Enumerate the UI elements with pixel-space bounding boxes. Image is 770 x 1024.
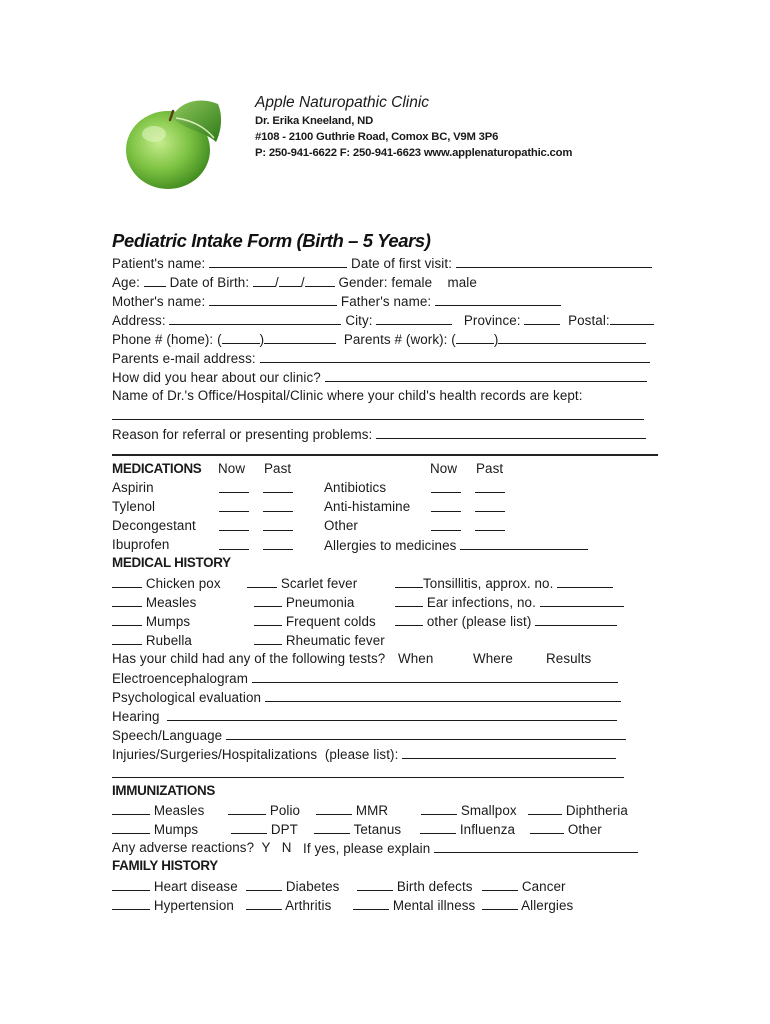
history-item [395,575,613,591]
immunization-item [530,821,602,837]
med-past-field[interactable] [475,518,505,531]
family-label: Birth defects [396,879,473,894]
email-row [112,350,650,366]
age-row [112,274,477,290]
history-item [395,594,624,610]
fathers-name-label: Father's name: [340,294,432,309]
family-item [482,878,566,894]
mothers-name-field[interactable] [209,293,337,306]
history-label: Pneumonia [285,595,355,610]
med-now-field[interactable] [431,499,461,512]
postal-label: Postal: [568,313,610,328]
phone-home-field[interactable] [264,331,336,344]
family-item [246,878,339,894]
patient-name-row [112,255,652,271]
history-label: Rheumatic fever [285,633,385,648]
immunization-label: DPT [270,822,298,837]
family-field[interactable] [112,897,150,910]
med-now-field[interactable] [219,518,249,531]
test-field[interactable] [226,727,626,740]
injuries-label: Injuries/Surgeries/Hospitalizations (please list): [112,747,399,762]
gender-female-option[interactable]: Gender: female [338,275,433,290]
parents-work-label: Parents # (work): ( [343,332,456,347]
family-field[interactable] [246,878,282,891]
province-field[interactable] [524,312,560,325]
history-item [112,613,190,629]
explain-field[interactable] [434,840,638,853]
immunization-field[interactable] [421,802,457,815]
family-label: Heart disease [153,879,238,894]
family-field[interactable] [112,878,150,891]
date-first-visit-label: Date of first visit: [351,256,453,271]
immunization-item [231,821,298,837]
clinic-name: Apple Naturopathic Clinic [255,94,430,111]
med-label: Decongestant [112,518,196,533]
history-check-field[interactable] [247,575,277,588]
family-label: Arthritis [285,898,332,913]
med-label: Aspirin [112,480,154,495]
history-check-field[interactable] [395,613,423,626]
immunization-label: Polio [269,803,301,818]
immunization-field[interactable] [528,802,562,815]
patient-name-label: Patient's name: [112,256,206,271]
referral-label: Reason for referral or presenting problems: [112,427,373,442]
parents-email-label: Parents e-mail address: [112,351,256,366]
city-label: City: [345,313,373,328]
test-row [112,689,621,705]
test-field[interactable] [265,689,621,702]
med-now-field[interactable] [219,537,249,550]
immunization-item [112,821,198,837]
med-past-field[interactable] [475,499,505,512]
family-field[interactable] [482,878,518,891]
immunization-field[interactable] [316,802,352,815]
referral-field[interactable] [376,426,646,439]
dob-separator: / [300,275,305,290]
family-item [482,897,573,913]
history-label: Rubella [145,633,192,648]
med-label: Ibuprofen [112,537,170,552]
doctor-name: Dr. Erika Kneeland, ND [255,115,374,127]
history-item [112,594,196,610]
med-past-field[interactable] [263,499,293,512]
form-title: Pediatric Intake Form (Birth – 5 Years) [112,230,431,251]
past-header: Past [264,461,292,476]
family-item [112,878,238,894]
test-field[interactable] [252,670,618,683]
now-header: Now [218,461,246,476]
adverse-reactions-question: Any adverse reactions? Y N [112,840,292,855]
clinic-contact: P: 250-941-6622 F: 250-941-6623 www.applenaturopathic.com [255,147,573,159]
med-past-field[interactable] [263,537,293,550]
phone-row [112,331,646,347]
age-field[interactable] [144,274,166,287]
hear-about-row [112,369,647,385]
city-field[interactable] [376,312,452,325]
address-row [112,312,654,328]
med-now-field[interactable] [431,518,461,531]
immunization-field[interactable] [112,821,150,834]
test-row [112,708,617,724]
medical-history-heading: MEDICAL HISTORY [112,555,231,570]
date-first-visit-field[interactable] [456,255,652,268]
immunization-field[interactable] [314,821,350,834]
med-label: Anti-histamine [324,499,411,514]
tests-where-header: Where [473,651,513,666]
tests-question: Has your child had any of the following tests? [112,651,386,666]
address-label: Address: [112,313,166,328]
history-label: other (please list) [426,614,532,629]
patient-name-field[interactable] [209,255,347,268]
close-paren: ) [259,332,265,347]
history-check-field[interactable] [395,575,423,588]
family-item [246,897,331,913]
immunization-item [314,821,401,837]
family-label: Diabetes [285,879,340,894]
allergies-label: Allergies to medicines [324,538,457,553]
med-past-field[interactable] [263,518,293,531]
immunization-label: Mumps [153,822,199,837]
med-now-field[interactable] [219,480,249,493]
age-label: Age: [112,275,140,290]
records-office-field[interactable] [112,407,644,420]
history-item [395,613,617,629]
allergies-field[interactable] [460,537,588,550]
history-item [254,613,376,629]
history-item [254,632,385,648]
tests-results-header: Results [546,651,592,666]
injuries-field[interactable] [402,746,616,759]
immunization-field[interactable] [228,802,266,815]
family-label: Mental illness [392,898,476,913]
immunization-item [316,802,388,818]
explain-row [303,840,638,856]
tonsillitis-count-field[interactable] [557,575,613,588]
allergies-row [324,537,588,553]
immunization-label: Tetanus [353,822,402,837]
tests-when-header: When [398,651,434,666]
family-item [353,897,475,913]
dob-separator: / [274,275,279,290]
apple-icon [120,96,230,192]
test-label: Speech/Language [112,728,223,743]
now-header: Now [430,461,458,476]
history-check-field[interactable] [254,632,282,645]
family-history-heading: FAMILY HISTORY [112,858,218,873]
gender-male-option[interactable]: male [447,275,477,290]
mothers-name-label: Mother's name: [112,294,206,309]
family-field[interactable] [353,897,389,910]
med-label: Tylenol [112,499,156,514]
history-item [112,632,192,648]
history-label: Ear infections, no. [426,595,536,610]
med-now-field[interactable] [431,480,461,493]
history-label: Chicken pox [145,576,221,591]
immunization-item [528,802,628,818]
immunization-field[interactable] [530,821,564,834]
history-label: Measles [145,595,197,610]
test-label: Hearing [112,709,160,724]
test-field[interactable] [167,708,617,721]
injuries-row [112,746,616,762]
clinic-address: #108 - 2100 Guthrie Road, Comox BC, V9M 3P6 [255,131,499,143]
test-label: Electroencephalogram [112,671,248,686]
medications-heading: MEDICATIONS [112,461,202,476]
immunizations-heading: IMMUNIZATIONS [112,783,215,798]
history-check-field[interactable] [112,594,142,607]
other-history-field[interactable] [535,613,617,626]
history-label: Mumps [145,614,191,629]
history-check-field[interactable] [112,632,142,645]
immunization-item [421,802,517,818]
immunization-label: Influenza [459,822,516,837]
history-check-field[interactable] [112,613,142,626]
family-field[interactable] [357,878,393,891]
history-label: Scarlet fever [280,576,358,591]
family-label: Allergies [521,898,574,913]
address-field[interactable] [169,312,341,325]
injuries-field-line2[interactable] [112,765,624,778]
dob-year-field[interactable] [305,274,335,287]
postal-field[interactable] [610,312,654,325]
phone-home-label: Phone # (home): ( [112,332,222,347]
records-office-label: Name of Dr.'s Office/Hospital/Clinic where your child's health records are kept: [112,388,583,403]
parents-row [112,293,561,309]
immunization-item [112,802,204,818]
history-check-field[interactable] [112,575,142,588]
immunization-field[interactable] [420,821,456,834]
test-row [112,670,618,686]
fathers-name-field[interactable] [435,293,561,306]
immunization-label: Other [567,822,602,837]
immunization-label: Diphtheria [565,803,628,818]
immunization-field[interactable] [231,821,267,834]
ear-infections-count-field[interactable] [540,594,624,607]
immunization-field[interactable] [112,802,150,815]
dob-label: Date of Birth: [169,275,250,290]
explain-label: If yes, please explain [303,841,431,856]
immunization-item [228,802,300,818]
history-label: Frequent colds [285,614,376,629]
history-item [254,594,354,610]
med-label: Other [324,518,358,533]
family-item [357,878,473,894]
family-label: Hypertension [153,898,234,913]
immunization-label: Smallpox [460,803,517,818]
province-label: Province: [463,313,521,328]
history-label: Tonsillitis, approx. no. [423,576,554,591]
parents-email-field[interactable] [260,350,650,363]
history-check-field[interactable] [254,613,282,626]
med-past-field[interactable] [475,480,505,493]
parents-work-area-field[interactable] [456,331,494,344]
med-label: Antibiotics [324,480,387,495]
dob-month-field[interactable] [279,274,301,287]
history-item [247,575,357,591]
past-header: Past [476,461,504,476]
immunization-label: MMR [355,803,389,818]
history-check-field[interactable] [395,594,423,607]
section-divider [112,454,658,456]
history-check-field[interactable] [254,594,282,607]
immunization-item [420,821,515,837]
family-field[interactable] [246,897,282,910]
close-paren: ) [493,332,499,347]
hear-about-label: How did you hear about our clinic? [112,370,321,385]
phone-home-area-field[interactable] [222,331,260,344]
immunization-label: Measles [153,803,205,818]
dob-day-field[interactable] [253,274,275,287]
med-now-field[interactable] [219,499,249,512]
parents-work-field[interactable] [498,331,646,344]
test-row [112,727,626,743]
referral-row [112,426,646,442]
test-label: Psychological evaluation [112,690,262,705]
family-item [112,897,234,913]
history-item [112,575,221,591]
family-field[interactable] [482,897,518,910]
hear-about-field[interactable] [325,369,647,382]
med-past-field[interactable] [263,480,293,493]
family-label: Cancer [521,879,566,894]
